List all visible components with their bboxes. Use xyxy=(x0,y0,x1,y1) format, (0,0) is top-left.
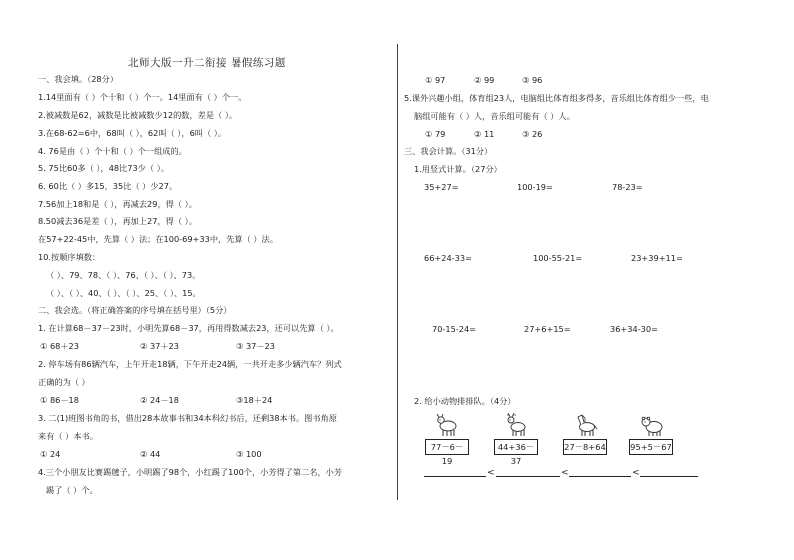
section-3-heading: 三、我会计算。（31分） xyxy=(404,146,493,156)
choice-1-option-2: ② 37＋23 xyxy=(140,341,179,351)
question-1: 1.14里面有（ ）个十和（ ）个一。14里面有（ ）个一。 xyxy=(38,92,247,102)
choice-2: 2. 停车场有86辆汽车，上午开走18辆，下午开走24辆，一共开走多少辆汽车？列式 xyxy=(38,359,342,369)
column-divider xyxy=(397,44,398,500)
less-than-sign-1: < xyxy=(487,468,495,478)
choice-5: 5.课外兴趣小组，体育组23人，电脑组比体育组多得多，音乐组比体育组少一些，电 xyxy=(404,93,709,103)
choice-4-option-1: ① 97 xyxy=(425,75,446,85)
less-than-sign-2: < xyxy=(561,468,569,478)
answer-blank-1[interactable] xyxy=(424,476,486,477)
choice-2-option-3: ③18＋24 xyxy=(236,395,273,405)
answer-blank-2[interactable] xyxy=(496,476,560,477)
question-10: 10.按顺序填数： xyxy=(38,252,101,262)
question-9: 在57+22-45中，先算（ ）法；在100-69+33中，先算（ ）法。 xyxy=(38,234,278,244)
goat-icon xyxy=(435,413,461,437)
deer-icon xyxy=(504,413,530,437)
calc-item: 100-55-21= xyxy=(533,253,583,263)
question-7: 7.56加上18和是（ ），再减去29，得（ ）。 xyxy=(38,199,197,209)
bear-expression: 95+5－67 xyxy=(629,439,673,455)
section-1-heading: 一、我会填。（28分） xyxy=(38,74,119,84)
choice-3-line-2: 来有（ ）本书。 xyxy=(38,431,98,441)
calc-item: 66+24-33= xyxy=(424,253,472,263)
choice-3-option-1: ① 24 xyxy=(40,449,61,459)
horse-icon xyxy=(573,413,599,437)
choice-5-option-3: ③ 26 xyxy=(522,129,543,139)
choice-4-option-3: ③ 96 xyxy=(522,75,543,85)
choice-1: 1. 在计算68－37－23时，小明先算68－37，再用得数减去23，还可以先算（ ）。 xyxy=(38,323,339,333)
bear-icon xyxy=(639,413,665,437)
vertical-calc-heading: 1.用竖式计算。（27分） xyxy=(414,164,502,174)
deer-expression: 44+36－37 xyxy=(494,439,538,455)
calc-item: 100-19= xyxy=(517,182,553,192)
choice-5-option-1: ① 79 xyxy=(425,129,446,139)
calc-item: 23+39+11= xyxy=(631,253,683,263)
choice-2-option-2: ② 24－18 xyxy=(140,395,179,405)
choice-5-line-2: 脑组可能有（ ）人，音乐组可能有（ ）人。 xyxy=(414,111,575,121)
answer-blank-3[interactable] xyxy=(569,476,631,477)
question-4: 4. 76是由（ ）个十和（ ）个一组成的。 xyxy=(38,146,187,156)
horse-expression: 27－8+64 xyxy=(563,439,607,455)
animal-card-deer xyxy=(494,413,538,466)
answer-blank-4[interactable] xyxy=(640,476,698,477)
section-2-heading: 二、我会选。（将正确答案的序号填在括号里）（5分） xyxy=(38,305,232,315)
question-8: 8.50减去36是差（ ），再加上27，得（ ）。 xyxy=(38,216,197,226)
choice-2-option-1: ① 86－18 xyxy=(40,395,79,405)
question-3: 3.在68-62=6中，68叫（ ），62叫（ ），6叫（ ）。 xyxy=(38,128,227,138)
less-than-sign-3: < xyxy=(632,468,640,478)
question-6: 6. 60比（ ）多15，35比（ ）少27。 xyxy=(38,181,178,191)
question-10-row-a: （ ）、79、78、（ ）、76、（ ）、（ ）、73。 xyxy=(46,270,201,280)
ordering-heading: 2. 给小动物排排队。（4分） xyxy=(414,396,516,406)
choice-1-option-1: ① 68＋23 xyxy=(40,341,79,351)
calc-item: 27+6+15= xyxy=(524,324,571,334)
animal-card-bear xyxy=(629,413,673,455)
question-10-row-b: （ ）、（ ）、40、（ ）、（ ）、25、（ ）、15。 xyxy=(46,288,201,298)
page-title: 北师大版一升二衔接 暑假练习题 xyxy=(128,57,286,69)
choice-3-option-2: ② 44 xyxy=(140,449,161,459)
calc-item: 70-15-24= xyxy=(432,324,477,334)
choice-5-option-2: ② 11 xyxy=(474,129,495,139)
calc-item: 36+34-30= xyxy=(610,324,658,334)
calc-item: 35+27= xyxy=(424,182,459,192)
choice-4-option-2: ② 99 xyxy=(474,75,495,85)
calc-item: 78-23= xyxy=(612,182,643,192)
animal-card-goat xyxy=(425,413,469,466)
goat-expression: 77－6－19 xyxy=(425,439,469,455)
question-2: 2.被减数是62，减数是比被减数少12的数，差是（ ）。 xyxy=(38,110,238,120)
question-5: 5. 75比60多（ ），48比73少（ ）。 xyxy=(38,163,169,173)
animal-card-horse xyxy=(563,413,607,455)
choice-3-option-3: ③ 100 xyxy=(236,449,262,459)
choice-1-option-3: ③ 37－23 xyxy=(236,341,275,351)
choice-3: 3. 二(1)班图书角的书，借出28本故事书和34本科幻书后，还剩38本书。图书角原 xyxy=(38,413,337,423)
choice-4: 4.三个小朋友比赛踢毽子，小明踢了98个，小红踢了100个，小芳得了第二名，小芳 xyxy=(38,467,343,477)
choice-2-line-2: 正确的为（ ） xyxy=(38,377,90,387)
choice-4-line-2: 踢了（ ）个。 xyxy=(46,485,98,495)
